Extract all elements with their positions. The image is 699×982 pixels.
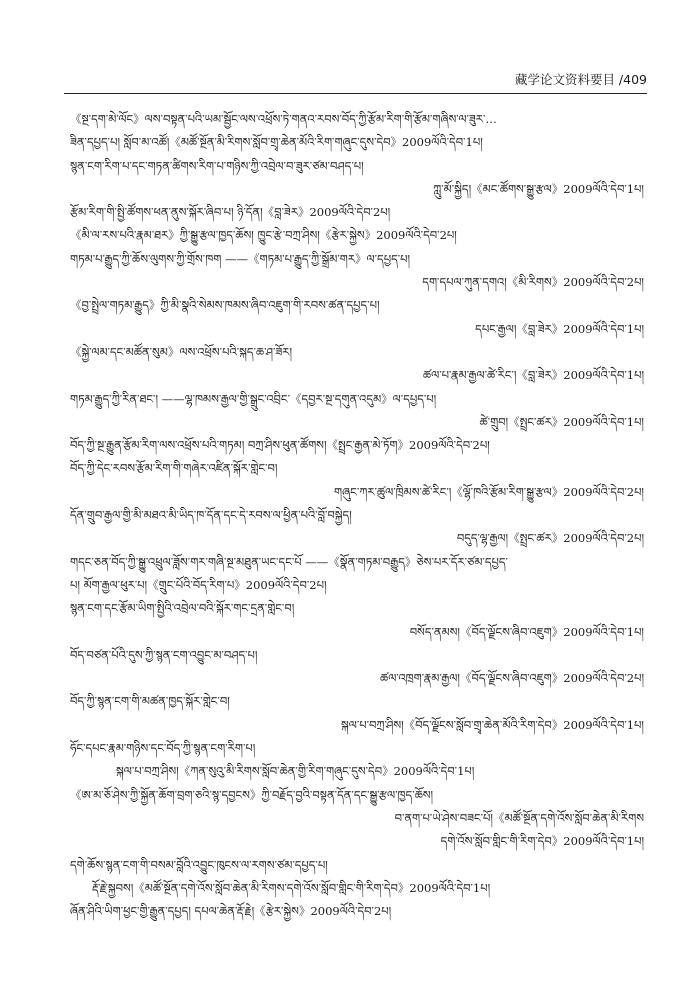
bibliography-line: སྐལ་པ་བཀྲ་ཤིས།《ཀན་སུའུ་མི་རིགས་སློབ་ཆེན་གྱི་རིག་གཞུང་དུས་དེབ》2009ལོའི་དེབ་1པ། <box>116 764 475 779</box>
bibliography-line: དགེ་འོས་སློབ་གླིང་གི་རིག་དེབ》2009ལོའི་དེབ་1པ། <box>440 834 644 849</box>
bibliography-line: བ་ནག་པ་ཡེ་ཤེས་བཟང་པོ།《མཚོ་སྔོན་དགེ་འོས་སློབ་ཆེན་མི་རིགས <box>394 810 644 825</box>
bibliography-line: བོད་བཙན་པོའི་དུས་ཀྱི་སྙན་ངག་འབྱུང་མ་བཤད་པ། <box>70 647 258 662</box>
bibliography-line: ཚལ་འཁྲག་རྣམ་རྒྱལ།《བོད་ལྗོངས་ཞིབ་འཇུག》2009ལོའི་དེབ་2པ། <box>380 671 644 686</box>
bibliography-line: དགེ་ཆོས་སྙན་ངག་གི་བསམ་བློའི་འབྱུང་ཁུངས་ལ་རགས་ཙམ་དཔྱད་པ། <box>70 857 328 872</box>
bibliography-list <box>70 108 644 923</box>
bibliography-line: རྡོ་རྗེ་སྐྱབས།《མཚོ་སྔོན་དགེ་འོས་སློབ་ཆེན་མི་རིགས་དགེ་འོས་སློབ་གླིང་གི་རིག་དེབ》2009ལོའི་དེབ་1པ། <box>92 880 491 895</box>
bibliography-line: 《སྐྱེ་ལམ་དང་མཚོན་སུམ》ལས་འཕྲོས་པའི་སྐད་ཆ་ཤ་ཟོར། <box>70 344 293 359</box>
bibliography-line: ཟིན་དཔྱད་པ། སློབ་མ་འཚོ།《མཚོ་སྔོན་མི་རིགས་སློབ་གྲྭ་ཆེན་མོའི་རིག་གཞུང་དུས་དེབ》2009ལོའི་དེབ་1པ། <box>70 135 483 150</box>
bibliography-line: བོད་ཀྱི་སྙན་ངག་གི་མཚན་ཁྱད་སྐོར་གླེང་བ། <box>70 694 230 709</box>
bibliography-line: ཞོན་ཤིའི་ཡིག་ཕྱང་གྱི་རྒྱུན་དཔྱད། དཔལ་ཆེན་རྡོ་རྗེ།《རྩེར་སྐྱེས》2009ལོའི་དེབ་2པ། <box>70 904 392 919</box>
bibliography-line: བོད་ཀྱི་སྔ་རྒྱུན་རྩོམ་རིག་ལས་འཕྲོས་པའི་གཏམ། བཀྲ་ཤིས་ཕུན་ཚོགས།《སྤྲང་རྒྱན་མེ་ཏོག》2009ལོའི་དེབ་2པ། <box>70 438 490 453</box>
bibliography-line: གཏམ་རྒྱུད་ཀྱི་རིན་ཐང་། ——ལྷ་ཁམས་རྒྱལ་གྱི་སྒྲུང་འབྲིང་《དབྱར་སྔ་དགུན་འདུམ》ལ་དཔྱད་པ། <box>70 391 437 406</box>
bibliography-line: སྙན་ངག་དང་རྩོམ་ཡིག་སྤྱིའི་འབྲེལ་བའི་སྐོར་གང་དྲན་གླེང་བ། <box>70 601 295 616</box>
bibliography-line: སྙན་ངག་རིག་པ་དང་གཏན་ཚིགས་རིག་པ་གཉིས་ཀྱི་འབྲེལ་བ་ཟུར་ཙམ་བཤད་པ། <box>70 158 364 173</box>
bibliography-line: 《མི་ལ་རས་པའི་རྣམ་ཐར》ཀྱི་སྒྱུ་རྩལ་ཁྱད་ཆོས། ཁྱུང་རྩེ་བཀྲ་ཤིས།《རྩེར་སྐྱེས》2009ལོའི་དེབ་2པ། <box>70 228 457 243</box>
bibliography-line: རྩོམ་རིག་གི་སྤྱི་ཚོགས་ཕན་ནུས་སྐོར་ཞིབ་པ། ཉི་དོན།《བླ་ཟེར》2009ལོའི་དེབ་2པ། <box>70 205 391 220</box>
bibliography-line: དག་དཔལ་ཀུན་དགའ།《མི་རིགས》2009ལོའི་དེབ་2པ། <box>422 275 644 290</box>
bibliography-line: དཔང་རྒྱལ།《བླ་ཟེར》2009ལོའི་དེབ་1པ། <box>475 321 644 336</box>
bibliography-line: 《སྔ་དག་མེ་ལོང》ལས་བསྟན་པའི་ཡམ་སྦྱོང་ལས་འཕྲོས་ཏེ་གནའ་རབས་བོད་ཀྱི་རྩོམ་རིག་གི་རྩོམ་གཞིས་ལ་ཟུར་… <box>70 112 497 126</box>
bibliography-line: ཧོང་དཔང་རྣམ་གཉིས་དང་བོད་ཀྱི་སྙན་ངག་རིག་པ། <box>70 741 256 756</box>
bibliography-line: དོན་གྲུབ་རྒྱལ་གྱི་མི་མཐའ་མི་ཡིད་ཁ་དོན་དང་དེ་རབས་ལ་ཕྱིན་པའི་བློ་བསྐྱེད། <box>70 508 352 523</box>
bibliography-line: པ། མོག་རྒྱལ་ཕུར་པ།《གྲུང་པོའི་བོད་རིག་པ》2009ལོའི་དེབ་2པ། <box>70 577 327 592</box>
bibliography-line: གཏམ་པ་རྒྱུད་ཀྱི་ཆོས་ལུགས་ཀྱི་གྲོས་ཁག ——《གཏམ་པ་རྒྱུད་ཀྱི་སྒྲོམ་གར》ལ་དཔྱད་པ། <box>70 251 411 266</box>
page-header <box>64 70 647 94</box>
bibliography-line: བསོད་ནམས།《བོད་ལྗོངས་ཞིབ་འཇུག》2009ལོའི་དེབ་1པ། <box>409 624 644 639</box>
bibliography-line: གཞུང་ཀར་ཚུལ་ཁྲིམས་ཚེ་རིང་།《ལྷོ་ཁའི་རྩོམ་རིག་སྒྱུ་རྩལ》2009ལོའི་དེབ་2པ། <box>334 484 644 499</box>
bibliography-line: བདུད་ལྷ་རྒྱལ།《སྤྲང་ཚར》2009ལོའི་དེབ་2པ། <box>456 531 644 546</box>
bibliography-line: གདང་ཅན་བོད་ཀྱི་སྒྱུ་འཕྲུལ་ཟློས་གར་གཞི་སྔ་མཐུན་ཡང་དང་པོ ——《སྣོན་གཏམ་བརྒྱུད》ཅེས་པར་དོར་ཙམ་དཔྱད་ <box>70 554 508 569</box>
bibliography-line: 《བྱ་སྤྲེལ་གཏམ་རྒྱུད》ཀྱི་མི་སྣའི་སེམས་ཁམས་ཞིབ་འཇུག་གི་རབས་ཚན་དཔྱད་པ། <box>70 298 380 313</box>
bibliography-line: 《ཨ་མ་ཅོ་ཤེས་ཀྱི་སྐྱོན་ཆོག་བྲག་ཅའི་སྙ་དབྱངས》ཀྱི་བརྗོད་བྱའི་བསྟན་དོན་དང་སྒྱུ་རྩལ་ཁྱད་ཆོས། <box>70 787 434 802</box>
bibliography-line: ཀླུ་མོ་སྐྱིད།《མང་ཚོགས་སྒྱུ་རྩལ》2009ལོའི་དེབ་1པ། <box>433 181 644 196</box>
header-title: 藏学论文资料要目 /409 <box>514 72 647 87</box>
bibliography-line: བོད་ཀྱི་དེང་རབས་རྩོམ་རིག་གི་གཞེར་འཛིན་སྐོར་གླེང་བ། <box>70 461 278 476</box>
bibliography-line: ཚལ་པ་རྣམ་རྒྱལ་ཚེ་རིང་།《བླ་ཟེར》2009ལོའི་དེབ་1པ། <box>422 368 644 383</box>
bibliography-line: སྐལ་པ་བཀྲ་ཤིས།《བོད་ལྗོངས་སློབ་གྲྭ་ཆེན་མོའི་རིག་དེབ》2009ལོའི་དེབ་1པ། <box>340 717 644 732</box>
header-rule <box>64 93 647 94</box>
bibliography-line: ཚེ་གྲུབ།《སྤྲང་ཚར》2009ལོའི་དེབ་1པ། <box>479 414 644 429</box>
